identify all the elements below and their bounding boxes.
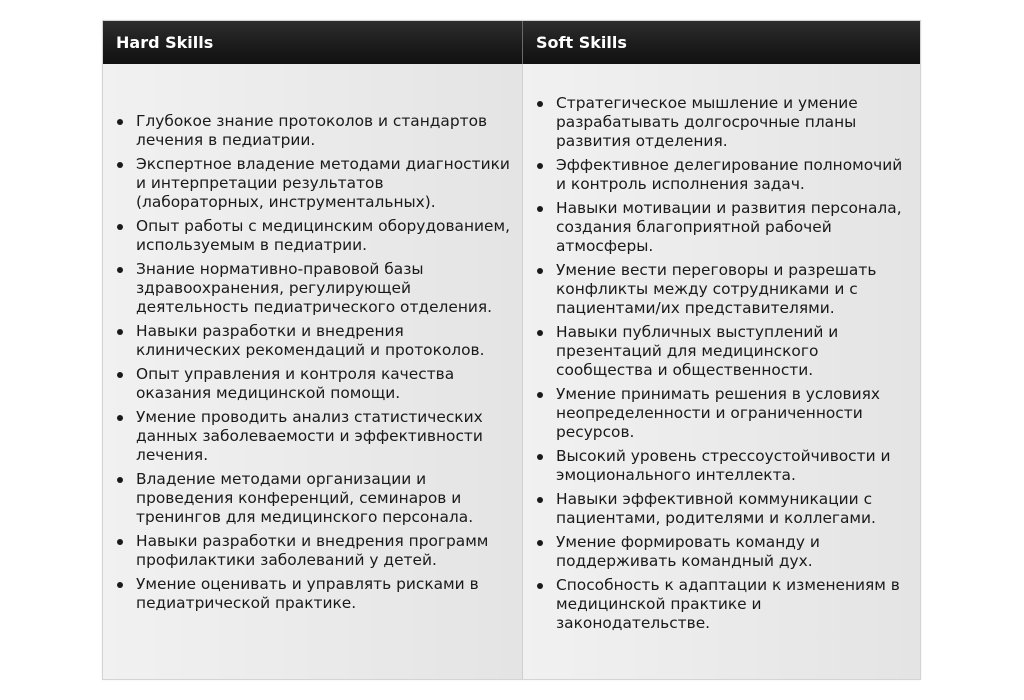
list-item: Умение проводить анализ статистических данных заболеваемости и эффективности лечения. <box>103 408 522 465</box>
list-item: Умение формировать команду и поддерживать командный дух. <box>523 533 920 571</box>
list-item: Глубокое знание протоколов и стандартов лечения в педиатрии. <box>103 112 522 150</box>
list-item: Знание нормативно-правовой базы здравоохранения, регулирующей деятельность педиатрического отделения. <box>103 260 522 317</box>
list-item: Навыки разработки и внедрения программ профилактики заболеваний у детей. <box>103 532 522 570</box>
hard-skills-column <box>103 64 523 679</box>
hard-skills-list <box>103 112 522 613</box>
soft-skills-header: Soft Skills <box>536 33 627 52</box>
list-item: Стратегическое мышление и умение разрабатывать долгосрочные планы развития отделения. <box>523 94 920 151</box>
list-item: Навыки разработки и внедрения клинических рекомендаций и протоколов. <box>103 322 522 360</box>
soft-skills-column <box>523 64 920 679</box>
skills-table <box>102 20 921 680</box>
list-item: Умение принимать решения в условиях неопределенности и ограниченности ресурсов. <box>523 385 920 442</box>
list-item: Опыт работы с медицинским оборудованием, используемым в педиатрии. <box>103 217 522 255</box>
soft-skills-list <box>523 94 920 633</box>
list-item: Навыки публичных выступлений и презентаций для медицинского сообщества и общественности. <box>523 323 920 380</box>
table-body <box>103 64 920 679</box>
list-item: Высокий уровень стрессоустойчивости и эмоционального интеллекта. <box>523 447 920 485</box>
list-item: Способность к адаптации к изменениям в медицинской практике и законодательстве. <box>523 576 920 633</box>
list-item: Эффективное делегирование полномочий и контроль исполнения задач. <box>523 156 920 194</box>
list-item: Опыт управления и контроля качества оказания медицинской помощи. <box>103 365 522 403</box>
list-item: Экспертное владение методами диагностики и интерпретации результатов (лабораторных, инструментальных). <box>103 155 522 212</box>
list-item: Навыки мотивации и развития персонала, создания благоприятной рабочей атмосферы. <box>523 199 920 256</box>
list-item: Владение методами организации и проведения конференций, семинаров и тренингов для медицинского персонала. <box>103 470 522 527</box>
list-item: Умение оценивать и управлять рисками в педиатрической практике. <box>103 575 522 613</box>
hard-skills-header: Hard Skills <box>103 21 523 64</box>
list-item: Навыки эффективной коммуникации с пациентами, родителями и коллегами. <box>523 490 920 528</box>
table-header <box>103 21 920 64</box>
list-item: Умение вести переговоры и разрешать конфликты между сотрудниками и с пациентами/их представителями. <box>523 261 920 318</box>
